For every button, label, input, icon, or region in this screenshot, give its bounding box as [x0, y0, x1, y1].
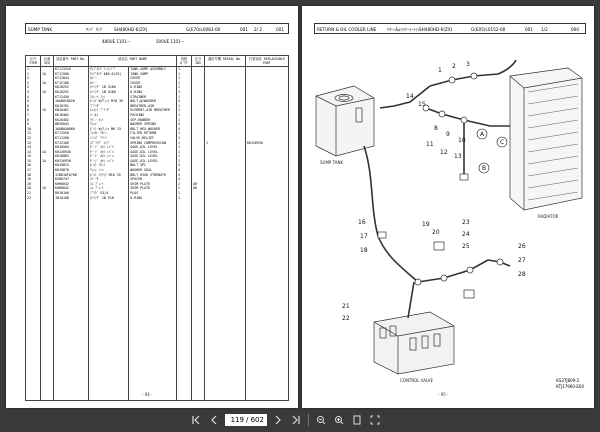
callout-b: B: [482, 165, 487, 172]
parts-cell: 1: [177, 145, 192, 150]
callout-27: 27: [518, 257, 526, 264]
radiator-label: RADIATOR: [538, 214, 559, 219]
callout-25: 25: [462, 243, 470, 250]
right-header-page-of: 1/2: [541, 27, 548, 32]
total-pages: / 602: [246, 416, 264, 424]
next-page-button[interactable]: [269, 412, 287, 428]
parts-cell: 4: [177, 177, 192, 182]
parts-cell: ｽﾍﾟｰｻ: [89, 177, 129, 182]
parts-cell: AR: [192, 182, 205, 187]
parts-cell: BREATHER,AIR: [129, 104, 177, 109]
parts-cell: 1: [177, 108, 192, 113]
parts-cell: ｼﾑ ﾌﾟﾚｰﾄ: [89, 182, 129, 187]
column-header: 部品名 PART NAME: [89, 56, 177, 67]
last-page-icon: [291, 415, 301, 425]
parts-cell: KBJ0461: [54, 108, 89, 113]
callout-11: 11: [426, 141, 434, 148]
left-page-number: - 94 -: [142, 392, 153, 397]
parts-cell: ﾎﾞﾙﾄ ｿｹｯﾄ: [89, 163, 129, 168]
column-header: 区号 ITEM: [26, 56, 41, 67]
parts-cell: 1A: [41, 72, 54, 77]
parts-cell: [41, 200, 54, 401]
callout-1: 1: [438, 67, 442, 74]
parts-cell: ｶﾊﾞｰ: [89, 81, 129, 86]
parts-cell: KHH0842: [54, 186, 89, 191]
parts-cell: 1A: [41, 81, 54, 86]
last-page-button[interactable]: [287, 412, 305, 428]
parts-cell: 1: [177, 118, 192, 123]
parts-cell: KHJ0870: [54, 168, 89, 173]
zoom-in-button[interactable]: [330, 412, 348, 428]
parts-cell: 1A: [41, 90, 54, 95]
callout-21: 21: [342, 303, 350, 310]
parts-cell: ﾊﾞﾙﾌﾞ ﾘﾘｰﾌ: [89, 136, 129, 141]
parts-cell: BMJ6045: [54, 122, 89, 127]
parts-cell: SHIM PLATE: [129, 186, 177, 191]
radiator-drawing: [510, 68, 582, 210]
parts-cell: ｹﾞｰｼﾞ ｵｲﾙ ﾚﾍﾞﾙ: [89, 145, 129, 150]
parts-cell: COVER: [129, 76, 177, 81]
zoom-out-button[interactable]: [312, 412, 330, 428]
parts-cell: 1: [177, 159, 192, 164]
parts-cell: SEP,RUBBER: [129, 118, 177, 123]
prev-page-button[interactable]: [205, 412, 223, 428]
parts-cell: AR: [192, 186, 205, 191]
callout-19: 19: [422, 221, 430, 228]
parts-cell: 1: [177, 141, 192, 146]
right-header-sheet: 001: [525, 27, 533, 32]
parts-cell: [54, 200, 89, 401]
parts-cell: 2: [177, 182, 192, 187]
parts-cell: 1: [177, 131, 192, 136]
callout-9: 9: [446, 131, 450, 138]
left-header-figure: 001: [276, 27, 284, 32]
parts-cell: ｵｰﾘﾝｸﾞ 1B G160: [89, 90, 129, 95]
parts-cell: 14: [26, 150, 41, 155]
parts-cell: BOLT HIGH STRENGTH: [129, 173, 177, 178]
parts-cell: 1: [177, 136, 192, 141]
parts-cell: 4: [177, 168, 192, 173]
parts-cell: ｵｰﾘﾝｸﾞ 1B P18: [89, 196, 129, 201]
right-header-model: SH480HD-6(ZX): [419, 27, 453, 32]
parts-cell: ｻﾝﾌﾟﾀﾝｸ ｱｯｼﾝﾌﾞﾘ: [89, 67, 129, 72]
parts-cell: 1: [177, 81, 192, 86]
parts-cell: GAGE,OIL LEVEL: [129, 159, 177, 164]
fittings: [378, 73, 503, 298]
callout-13: 13: [454, 153, 462, 160]
parts-cell: ﾜｯｼｬ ｼｰﾙ: [89, 168, 129, 173]
parts-cell: 1: [177, 67, 192, 72]
parts-cell: ｹﾞｰｼﾞ ｵｲﾙ ﾚﾍﾞﾙ: [89, 150, 129, 155]
column-header: 区番 SEQ: [41, 56, 54, 67]
parts-cell: [89, 200, 129, 401]
parts-cell: 16: [26, 163, 41, 168]
parts-cell: 17: [26, 168, 41, 173]
parts-cell: 7: [26, 113, 41, 118]
right-page-header: [314, 23, 586, 34]
parts-cell: KKJ0252: [54, 90, 89, 95]
parts-cell: KTJ1260: [54, 136, 89, 141]
parts-cell: GAGE,OIL LEVEL: [129, 145, 177, 150]
parts-cell: KKJ0252: [54, 85, 89, 90]
parts-cell: 1A: [41, 108, 54, 113]
toolbar-separator: [308, 414, 309, 426]
left-header-title-jp: ｻﾝﾌﾟ ﾀﾝｸ: [86, 27, 102, 32]
callout-22: 22: [342, 315, 350, 322]
parts-cell: 4: [177, 173, 192, 178]
parts-cell: PACKING: [129, 113, 177, 118]
callout-12: 12: [440, 149, 448, 156]
parts-cell: 4: [177, 122, 192, 127]
left-page-header: [25, 23, 289, 34]
parts-cell: KUJ0701: [54, 104, 89, 109]
parts-cell: 1: [177, 76, 192, 81]
page-indicator: [225, 414, 267, 426]
serial-note-1: 480UE 1101～: [102, 39, 131, 44]
parts-cell: 18: [26, 173, 41, 178]
parts-cell: 11: [26, 131, 41, 136]
parts-cell: 1A: [41, 159, 54, 164]
parts-cell: KTJ2106: [54, 141, 89, 146]
parts-cell: ﾌﾞﾘｰｻﾞ: [89, 104, 129, 109]
parts-cell: 15: [26, 159, 41, 164]
parts-cell: KHJ26930: [54, 150, 89, 155]
callout-8: 8: [434, 125, 438, 132]
parts-cell: 15: [26, 154, 41, 159]
first-page-button[interactable]: [187, 412, 205, 428]
parts-cell: SHIM PLATE: [129, 182, 177, 187]
parts-cell: O-RING: [129, 196, 177, 201]
parts-cell: WASHER SEAL: [129, 168, 177, 173]
parts-cell: [129, 200, 177, 401]
parts-cell: 10: [26, 127, 41, 132]
parts-cell: 13: [26, 141, 41, 146]
parts-cell: 20: [26, 186, 41, 191]
parts-cell: 19: [26, 177, 41, 182]
parts-cell: 6: [26, 108, 41, 113]
left-header-title: SUMP TANK: [28, 27, 53, 32]
callout-c: C: [500, 139, 505, 146]
fullscreen-icon: [370, 415, 380, 425]
parts-cell: 1: [205, 141, 246, 146]
parts-cell: 1: [177, 104, 192, 109]
zoom-out-icon: [316, 415, 326, 425]
parts-table-body: [26, 67, 289, 401]
parts-cell: 1: [177, 113, 192, 118]
parts-cell: 1: [177, 196, 192, 201]
parts-table-blank-area: [26, 200, 289, 401]
parts-cell: JBJ0100: [54, 196, 89, 201]
left-header-model: SH480HD-6(ZX): [114, 27, 148, 32]
parts-cell: ELEMENT,AIR BREATHER: [129, 108, 177, 113]
parts-cell: KTJ13320: [54, 67, 89, 72]
first-page-icon: [191, 415, 201, 425]
right-header-code: G(E05)L0152-00: [471, 27, 506, 32]
parts-cell: DRJ0100: [54, 191, 89, 196]
parts-cell: [26, 200, 41, 401]
zoom-in-icon: [334, 415, 344, 425]
parts-cell: ﾌｨﾙﾀｰ ﾘﾀｰﾝ: [89, 131, 129, 136]
parts-cell: 4: [26, 95, 41, 100]
parts-cell: ｹﾞｰｼﾞ ｵｲﾙ ﾚﾍﾞﾙ: [89, 154, 129, 159]
parts-cell: KHJ0815: [54, 163, 89, 168]
parts-cell: 1: [26, 67, 41, 72]
sump-tank-label: SUMP TANK: [320, 160, 344, 165]
fit-page-button[interactable]: [348, 412, 366, 428]
parts-cell: O-RING: [129, 85, 177, 90]
parts-cell: 1: [177, 154, 192, 159]
parts-cell: 1: [177, 90, 192, 95]
parts-cell: KTJ1550: [54, 131, 89, 136]
parts-cell: SPRING COMPRESSION: [129, 141, 177, 146]
parts-cell: 3: [26, 85, 41, 90]
parts-cell: ﾎﾞﾙﾄ W/ﾜｯｼｬ M6 25: [89, 127, 129, 132]
parts-cell: 14: [26, 145, 41, 150]
parts-cell: 1: [177, 85, 192, 90]
parts-cell: [246, 200, 289, 401]
right-header-figure: 000: [571, 27, 579, 32]
parts-cell: PLUG: [129, 191, 177, 196]
parts-cell: SPACER: [129, 177, 177, 182]
column-header: 員数 Q'TY: [177, 56, 192, 67]
parts-cell: 2: [177, 186, 192, 191]
parts-cell: KKJ0402: [54, 118, 89, 123]
viewer-toolbar: [187, 411, 412, 429]
parts-cell: 1A: [41, 186, 54, 191]
parts-table: [25, 55, 289, 401]
reference-codes: [556, 378, 584, 390]
right-header-title-jp: ﾘﾀｰﾝ&ｵｲﾙｸｰﾗｰﾗｲﾝ: [387, 27, 420, 32]
parts-cell: 1CBK10F0700: [54, 173, 89, 178]
callout-10: 10: [458, 137, 466, 144]
parts-cell: ﾌﾟﾗｸﾞ G3/4: [89, 191, 129, 196]
parts-cell: 22: [26, 196, 41, 201]
ref-code: KS3TJ809-2: [556, 378, 580, 383]
parts-cell: STRAINER: [129, 95, 177, 100]
parts-cell: COVER: [129, 81, 177, 86]
callout-16: 16: [358, 219, 366, 226]
parts-cell: [192, 200, 205, 401]
left-header-code: G(E70)L0083-00: [186, 27, 221, 32]
parts-cell: 1: [177, 95, 192, 100]
parts-cell: 21: [26, 191, 41, 196]
column-header: 適用号機 SERIAL No.: [205, 56, 246, 67]
parts-cell: 2: [26, 76, 41, 81]
callout-2: 2: [452, 63, 456, 70]
parts-cell: 4: [177, 163, 192, 168]
parts-cell: ｼﾑ ﾌﾟﾚｰﾄ: [89, 186, 129, 191]
parts-cell: ｽﾌﾟﾘﾝｸﾞ ｺﾝﾌﾟ: [89, 141, 129, 146]
parts-cell: 8: [26, 118, 41, 123]
parts-cell: KHJ0865: [54, 154, 89, 159]
current-page-input[interactable]: [228, 416, 244, 424]
parts-table-header: [26, 56, 289, 67]
parts-cell: ﾜｯｼｬ: [89, 122, 129, 127]
parts-cell: ﾎﾞﾙﾄ W/ﾜｯｼｬ M16 35: [89, 99, 129, 104]
control-valve-drawing: [374, 312, 454, 374]
parts-cell: KHJ26930: [246, 141, 289, 146]
parts-cell: 1: [177, 72, 192, 77]
parts-cell: GAGE,OIL LEVEL: [129, 154, 177, 159]
parts-cell: O-RING: [129, 90, 177, 95]
callout-a: A: [480, 131, 485, 138]
callout-20: 20: [432, 229, 440, 236]
parts-cell: FILTER RETURN: [129, 131, 177, 136]
parts-cell: WASHER SPRING: [129, 122, 177, 127]
column-header: 部品番号 PART No.: [54, 56, 89, 67]
left-page: [6, 6, 298, 408]
parts-cell: ﾎﾞﾙﾄ ｺｳﾘｮｸ M16 35: [89, 173, 129, 178]
parts-cell: BOLT,W/WASHER: [129, 99, 177, 104]
parts-cell: 2: [26, 81, 41, 86]
parts-cell: KSH0747: [54, 177, 89, 182]
parts-cell: 1: [177, 150, 192, 155]
parts-cell: 5: [26, 99, 41, 104]
parts-cell: BOLT SPL: [129, 163, 177, 168]
parts-cell: ｴﾚﾒﾝﾄ ﾌﾞﾘｰｻﾞ: [89, 108, 129, 113]
parts-cell: VALVE,RELIEF: [129, 136, 177, 141]
right-page-number: - 95 -: [438, 392, 449, 397]
chevron-right-icon: [273, 415, 283, 425]
control-valve-label: CONTROL VALVE: [400, 378, 434, 383]
parts-cell: ｻﾝﾌﾟﾀﾝｸ 480-6(ZX): [89, 72, 129, 77]
parts-cell: KTJ2100: [54, 81, 89, 86]
sump-tank-drawing: [316, 86, 374, 156]
parts-cell: ｹﾞｰｼﾞ ｵｲﾙ ﾚﾍﾞﾙ: [89, 159, 129, 164]
parts-cell: TANK,SUMP ASSEMBLY: [129, 67, 177, 72]
parts-cell: GAGE,OIL LEVEL: [129, 150, 177, 155]
parts-cell: [205, 200, 246, 401]
parts-cell: [177, 200, 192, 401]
parts-cell: 16AB010020: [54, 99, 89, 104]
left-header-sheet: 001: [240, 27, 248, 32]
chevron-left-icon: [209, 415, 219, 425]
callout-26: 26: [518, 243, 526, 250]
parts-cell: KTJ2044: [54, 76, 89, 81]
fit-page-icon: [352, 415, 362, 425]
parts-cell: KKJ0402: [54, 113, 89, 118]
callout-14: 14: [406, 93, 414, 100]
callout-17: 17: [360, 233, 368, 240]
parts-cell: 1: [26, 72, 41, 77]
right-page: [302, 6, 594, 408]
left-header-page-of: 2/ 2: [254, 27, 263, 32]
callout-24: 24: [462, 231, 470, 238]
parts-cell: 4: [177, 99, 192, 104]
callout-28: 28: [518, 271, 526, 278]
parts-cell: KTJ1500: [54, 72, 89, 77]
callout-23: 23: [462, 219, 470, 226]
parts-cell: 20: [26, 182, 41, 187]
parts-cell: 1A: [41, 150, 54, 155]
parts-cell: 3: [26, 90, 41, 95]
column-header: 区分 IDX: [192, 56, 205, 67]
parts-cell: TANK,SUMP: [129, 72, 177, 77]
callout-15: 15: [418, 101, 426, 108]
parts-cell: KHH0842: [54, 182, 89, 187]
parts-cell: 12: [26, 136, 41, 141]
callout-3: 3: [466, 61, 470, 68]
ref-code: KTJ17960-E00: [556, 384, 584, 389]
serial-note-2: 500UE 1101～: [156, 39, 185, 44]
parts-cell: KHJ26930: [54, 159, 89, 164]
column-header: 代替部品 REPLACEABLE PART: [246, 56, 289, 67]
parts-cell: 16AB040060: [54, 127, 89, 132]
fullscreen-button[interactable]: [366, 412, 384, 428]
parts-cell: 6: [26, 104, 41, 109]
parts-cell: ｽﾄﾚｰﾅ ｱｯｼ: [89, 95, 129, 100]
right-header-title: RETURN & OIL COOLER LINE: [317, 27, 377, 32]
parts-cell: ﾊﾟｯｷﾝ: [89, 113, 129, 118]
parts-cell: 4: [177, 127, 192, 132]
callout-18: 18: [360, 247, 368, 254]
parts-cell: KHJ0504: [54, 145, 89, 150]
pipe-lines: [364, 60, 516, 318]
parts-cell: 1: [177, 191, 192, 196]
parts-cell: ﾗﾊﾞｰ ｾｯﾄ: [89, 118, 129, 123]
parts-cell: ｵｰﾘﾝｸﾞ 1B G160: [89, 85, 129, 90]
parts-cell: ｶﾊﾞｰ: [89, 76, 129, 81]
parts-cell: 9: [26, 122, 41, 127]
parts-cell: KTJ2430: [54, 95, 89, 100]
parts-cell: BOLT HEX,WASHER: [129, 127, 177, 132]
